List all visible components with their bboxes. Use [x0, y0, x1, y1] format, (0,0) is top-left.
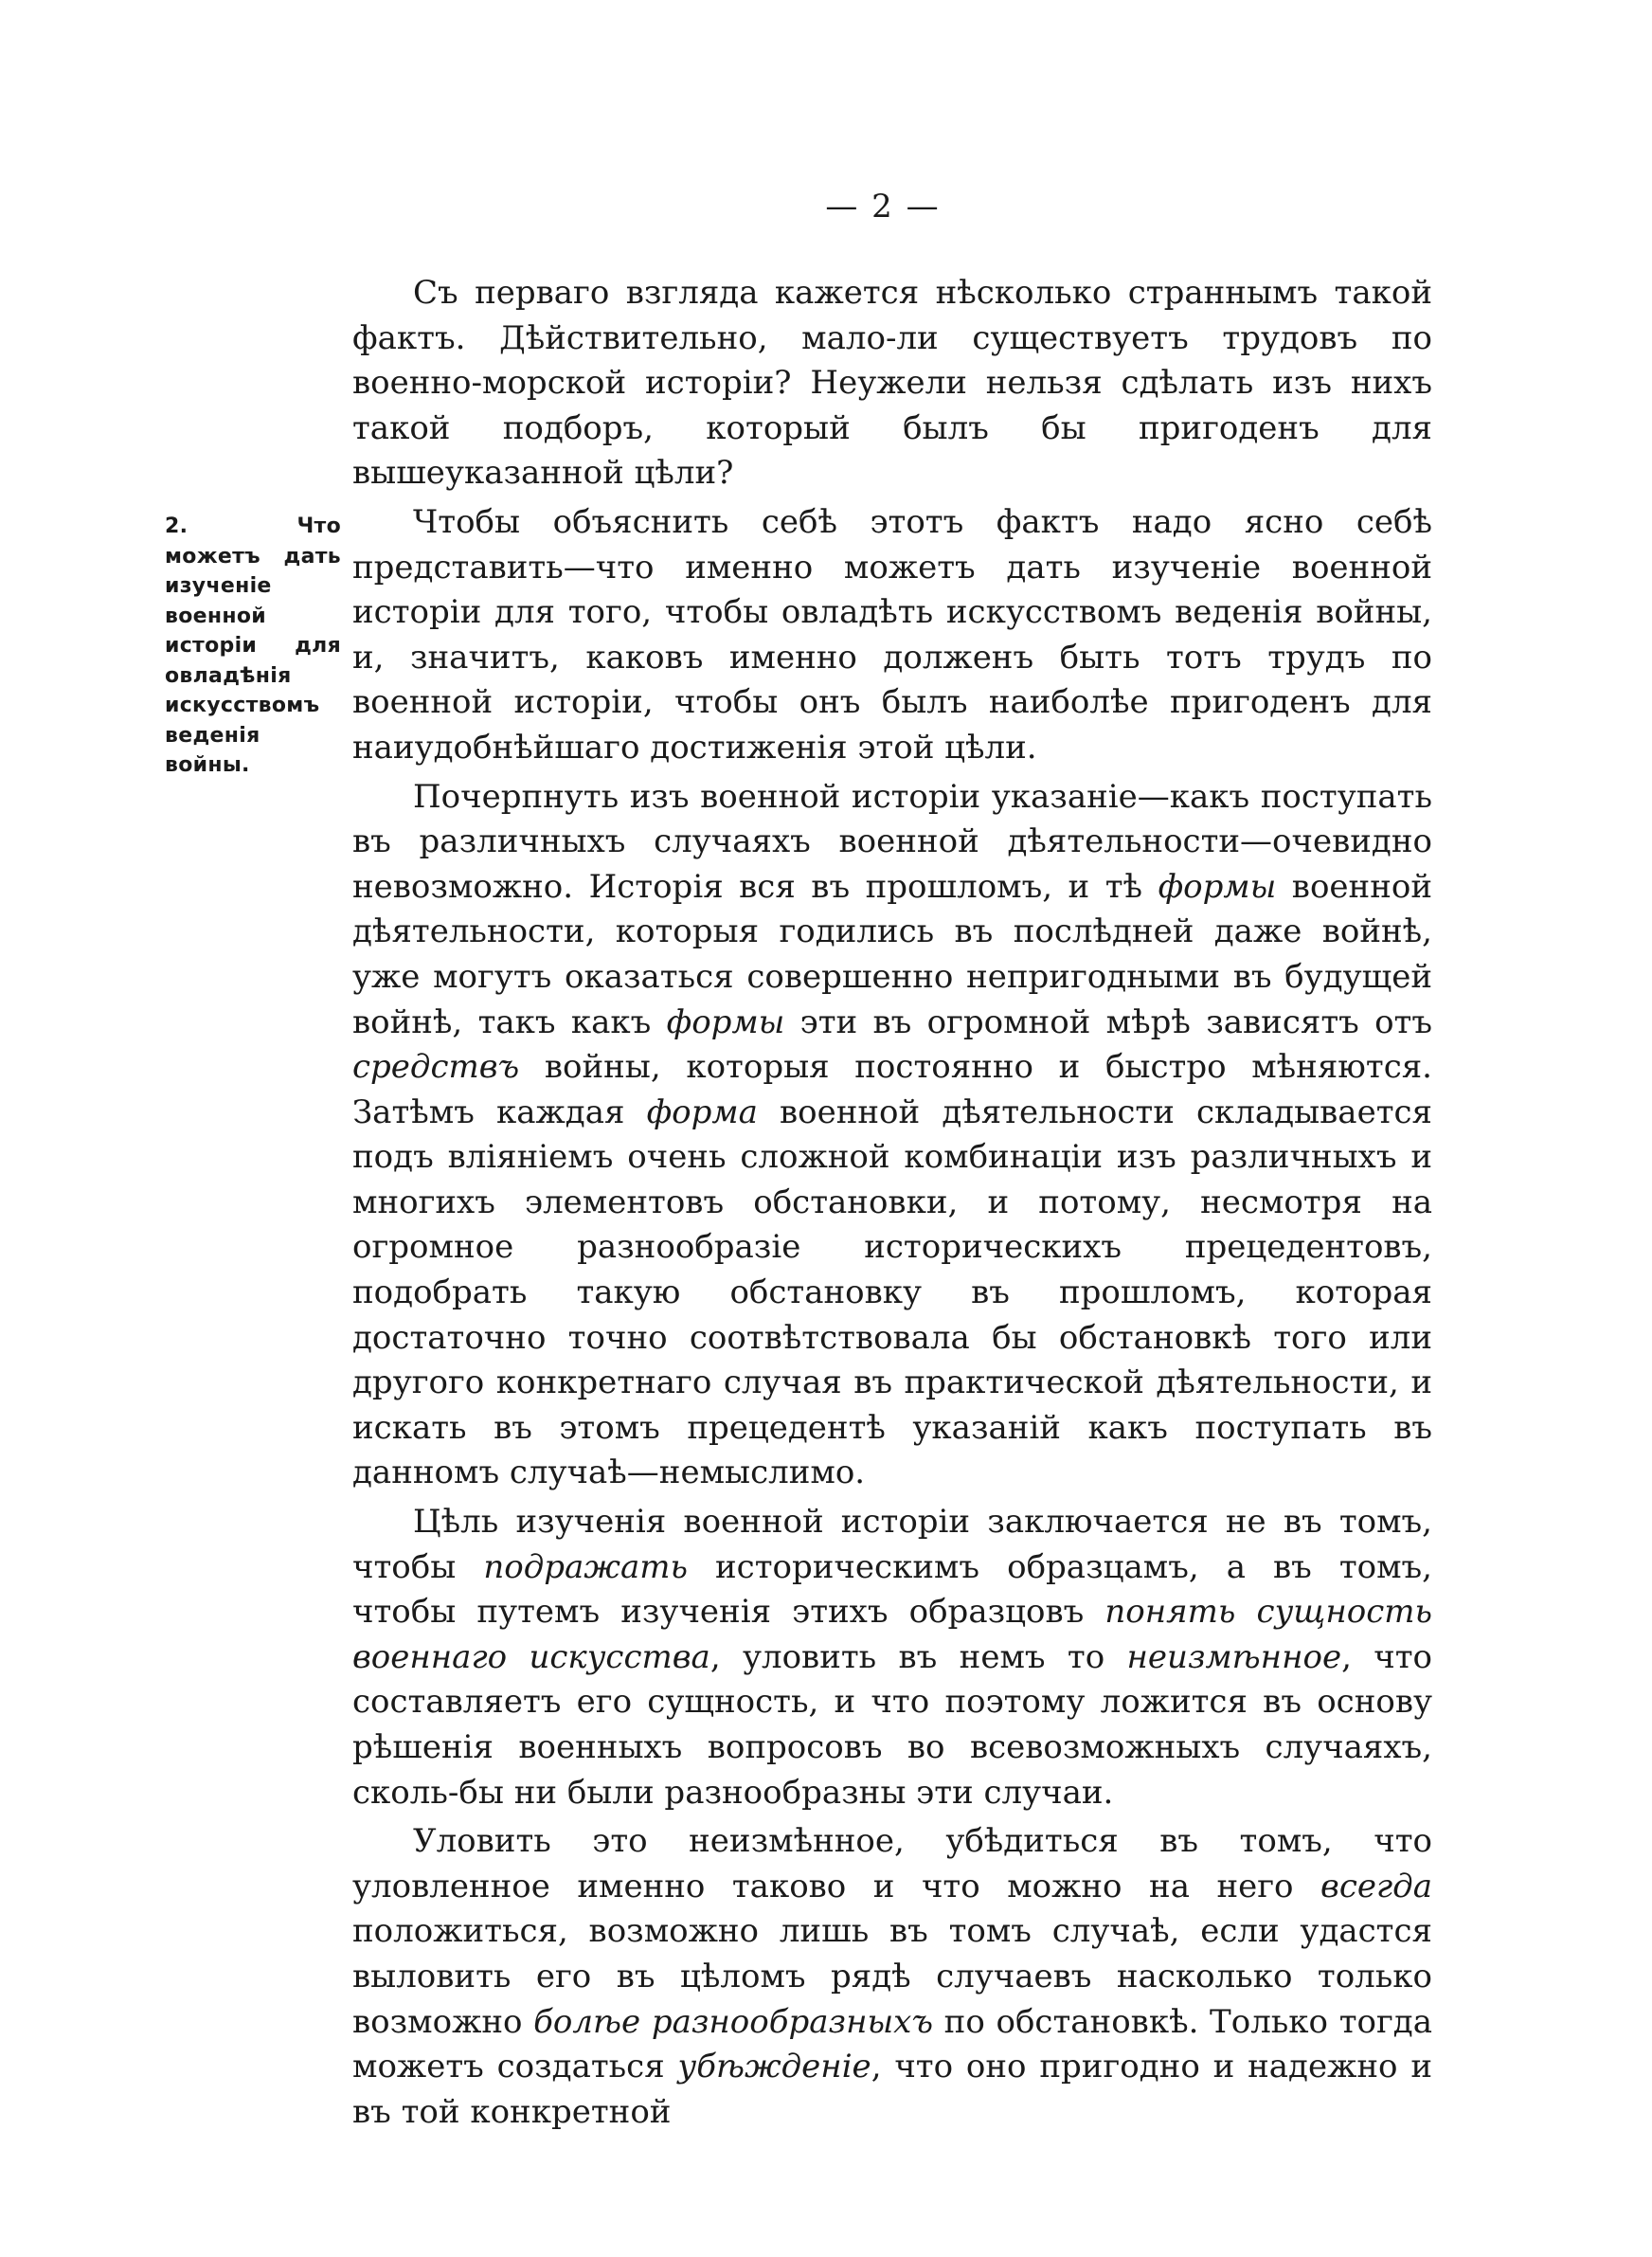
text-run: войны, которыя постоянно и быстро мѣняются. Затѣмъ каждая	[352, 1048, 1432, 1131]
body-text	[352, 271, 1432, 2139]
text-run: положиться, возможно лишь въ томъ случаѣ, если удастся выловить его въ цѣломъ рядѣ случаевъ насколько только возможно	[352, 1912, 1432, 2041]
text-run: Цѣль изученія военной исторіи заключается не въ томъ, чтобы	[352, 1503, 1432, 1586]
emphasized-text: формы	[1158, 867, 1277, 906]
emphasized-text: всегда	[1320, 1867, 1432, 1905]
emphasized-text: убѣжденіе	[677, 2048, 871, 2086]
text-run: , что составляетъ его сущность, и что поэтому ложится въ основу рѣшенія военныхъ вопросовъ во всевозможныхъ случаяхъ, сколь-бы ни были разнообразны эти случаи.	[352, 1637, 1432, 1812]
paragraph	[352, 271, 1432, 497]
emphasized-text: форма	[646, 1092, 758, 1131]
text-run: военной дѣятельности, которыя годились въ послѣдней даже войнѣ, уже могутъ оказаться совершенно непригодными въ будущей войнѣ, такъ какъ	[352, 867, 1432, 1041]
paragraph	[352, 775, 1432, 1497]
emphasized-text: средствъ	[352, 1048, 520, 1087]
text-run: , уловить въ немъ то	[709, 1637, 1127, 1676]
paragraph	[352, 1500, 1432, 1815]
text-run: Чтобы объяснить себѣ этотъ фактъ надо ясно себѣ представить—что именно можетъ дать изученіе военной исторіи для того, чтобы овладѣть искусствомъ веденія войны, и, значитъ, каковъ именно долженъ быть тотъ трудъ по военной исторіи, чтобы онъ былъ наиболѣе пригоденъ для наиудобнѣйшаго достиженія этой цѣли.	[352, 502, 1432, 767]
margin-note: 2. Что можетъ дать изученіе военной исторіи для овладѣнія искусствомъ веденія войны.	[165, 515, 341, 777]
paragraph	[352, 500, 1432, 771]
emphasized-text: подражать	[483, 1547, 688, 1586]
emphasized-text: неизмѣнное	[1126, 1637, 1342, 1676]
text-run: Съ перваго взгляда кажется нѣсколько страннымъ такой фактъ. Дѣйствительно, мало-ли существуетъ трудовъ по военно-морской исторіи? Неужели нельзя сдѣлать изъ нихъ такой подборъ, который былъ бы пригоденъ для вышеуказанной цѣли?	[352, 274, 1432, 493]
text-run: эти въ огромной мѣрѣ зависятъ отъ	[784, 1002, 1432, 1041]
page-number: — 2 —	[825, 188, 941, 226]
emphasized-text: понять сущность военнаго искусства	[352, 1593, 1432, 1676]
text-run: Уловить это неизмѣнное, убѣдиться въ томъ, что уловленное именно таково и что можно на него	[352, 1822, 1432, 1905]
text-run: Почерпнуть изъ военной исторіи указаніе—какъ поступать въ различныхъ случаяхъ военной дѣятельности—очевидно невозможно. Исторія вся въ прошломъ, и тѣ	[352, 777, 1432, 906]
text-run: историческимъ образцамъ, а въ томъ, чтобы путемъ изученія этихъ образцовъ	[352, 1547, 1432, 1632]
text-run: , что оно пригодно и надежно и въ той конкретной	[352, 2048, 1432, 2131]
text-run: по обстановкѣ. Только тогда можетъ создаться	[352, 2002, 1432, 2086]
paragraph	[352, 1819, 1432, 2135]
text-run: военной дѣятельности складывается подъ вліяніемъ очень сложной комбинаціи изъ различныхъ и многихъ элементовъ обстановки, и потому, несмотря на огромное разнообразіе историческихъ прецедентовъ, подобрать такую обстановку въ прошломъ, которая достаточно точно соотвѣтствовала бы обстановкѣ того или другого конкретнаго случая въ практической дѣятельности, и искать въ этомъ прецедентѣ указаній какъ поступать въ данномъ случаѣ—немыслимо.	[352, 1092, 1433, 1492]
emphasized-text: формы	[666, 1002, 785, 1041]
emphasized-text: болѣе разнообразныхъ	[533, 2002, 933, 2041]
